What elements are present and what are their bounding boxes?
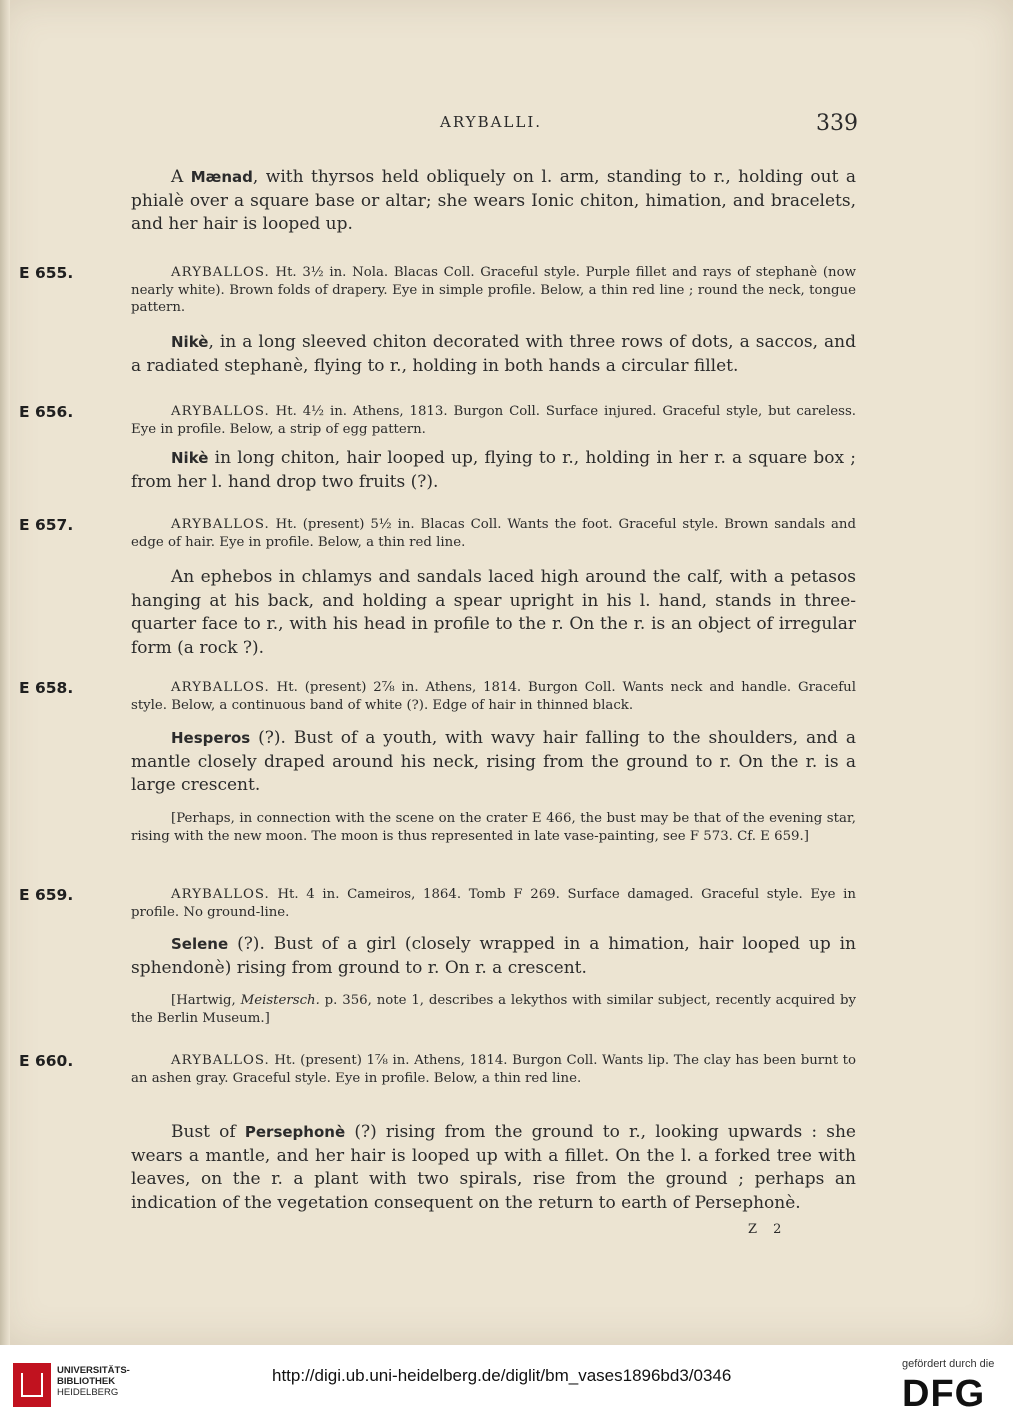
entry-description: An ephebos in chlamys and sandals laced high around the calf, with a petasos hanging at his back, and holding a spear upright in his l. hand, stands in three-quarter face to r., with his head in profile to the r. On the r. is an object of irregular form (a rock ?). [131, 567, 856, 658]
funder-text: gefördert durch die [902, 1358, 995, 1370]
citation-title: Meistersch. [240, 993, 320, 1008]
page-number: 339 [816, 111, 858, 136]
dfg-logo: DFG [902, 1373, 986, 1415]
entry-description: Nikè, in a long sleeved chiton decorated with three rows of dots, a saccos, and a radiated stephanè, flying to r., holding in both hands a circular fillet. [131, 332, 856, 376]
subject-name: Selene [171, 935, 229, 953]
subject-name: Mænad [190, 168, 253, 186]
entry-note: [Perhaps, in connection with the scene on the crater E 466, the bust may be that of the evening star, rising with the new moon. The moon is thus represented in late vase-painting, see F 573. Cf. E 659.] [131, 811, 856, 844]
entry-description: Hesperos (?). Bust of a youth, with wavy hair falling to the shoulders, and a mantle closely draped around his neck, rising from the ground to r. On the r. is a large crescent. [131, 728, 856, 795]
entry-description: Bust of Persephonè (?) rising from the ground to r., looking upwards : she wears a mantle, and her hair is looped up with a fillet. On the l. a forked tree with leaves, on the r. a plant with two spirals, rise from the ground ; perhaps an indication of the vegetation consequent on the return to earth of Persephonè. [131, 1122, 856, 1213]
subject-name: Nikè [171, 449, 209, 467]
subject-name: Nikè [171, 333, 209, 351]
entry-number: E 658. [19, 679, 74, 697]
entry-head: ARYBALLOS. Ht. 3½ in. Nola. Blacas Coll. Graceful style. Purple fillet and rays of stephanè (now nearly white). Brown folds of drapery. Eye in simple profile. Below, a thin red line ; round the neck, tongue pattern. [131, 265, 856, 315]
entry-number: E 656. [19, 403, 74, 421]
entry-number: E 659. [19, 886, 74, 904]
permalink[interactable]: http://digi.ub.uni-heidelberg.de/diglit/bm_vases1896bd3/0346 [272, 1366, 732, 1385]
entry-head: ARYBALLOS. Ht. (present) 5½ in. Blacas Coll. Wants the foot. Graceful style. Brown sandals and edge of hair. Eye in profile. Below, a thin red line. [131, 517, 856, 550]
entry-description: Selene (?). Bust of a girl (closely wrapped in a himation, hair looped up in sphendonè) rising from ground to r. On r. a crescent. [131, 934, 856, 978]
subject-name: Hesperos [171, 729, 251, 747]
intro-paragraph: A Mænad, with thyrsos held obliquely on l. arm, standing to r., holding out a phialè over a square base or altar; she wears Ionic chiton, himation, and bracelets, and her hair is looped up. [131, 167, 856, 234]
entry-description: Nikè in long chiton, hair looped up, flying to r., holding in her r. a square box ; from her l. hand drop two fruits (?). [131, 448, 856, 492]
entry-note: [Hartwig, Meistersch. p. 356, note 1, describes a lekythos with similar subject, recently acquired by the Berlin Museum.] [131, 993, 856, 1026]
entry-number: E 657. [19, 516, 74, 534]
library-logo-icon [13, 1363, 51, 1407]
entry-head: ARYBALLOS. Ht. (present) 1⅞ in. Athens, 1814. Burgon Coll. Wants lip. The clay has been burnt to an ashen gray. Graceful style. Eye in profile. Below, a thin red line. [131, 1053, 856, 1086]
entry-head: ARYBALLOS. Ht. 4 in. Cameiros, 1864. Tomb F 269. Surface damaged. Graceful style. Eye in profile. No ground-line. [131, 887, 856, 920]
entry-number: E 655. [19, 264, 74, 282]
entry-head: ARYBALLOS. Ht. (present) 2⅞ in. Athens, 1814. Burgon Coll. Wants neck and handle. Graceful style. Below, a continuous band of white (?). Edge of hair in thinned black. [131, 680, 856, 713]
signature-mark: Z 2 [748, 1222, 788, 1237]
library-name: UNIVERSITÄTS- BIBLIOTHEK HEIDELBERG [57, 1365, 130, 1398]
page-edge-shadow [0, 0, 10, 1345]
entry-head: ARYBALLOS. Ht. 4½ in. Athens, 1813. Burgon Coll. Surface injured. Graceful style, but careless. Eye in profile. Below, a strip of egg pattern. [131, 404, 856, 437]
subject-name: Persephonè [244, 1123, 346, 1141]
running-title: ARYBALLI. [440, 113, 543, 131]
entry-number: E 660. [19, 1052, 74, 1070]
